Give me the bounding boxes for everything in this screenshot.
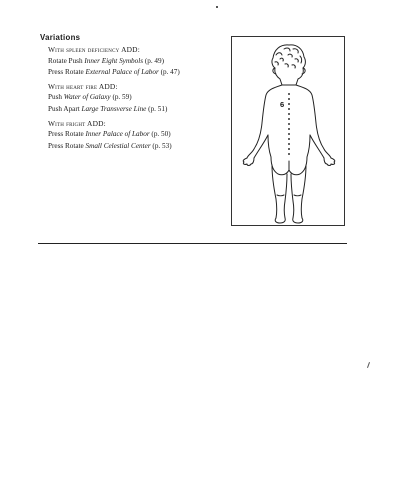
variation-group-heart-fire xyxy=(40,81,230,115)
hand-right xyxy=(324,158,335,166)
technique-item: Rotate Push Inner Eight Symbols (p. 49) xyxy=(48,56,165,65)
torso-left xyxy=(247,85,285,158)
hand-left xyxy=(243,158,254,166)
point-marker-label: 6 xyxy=(280,100,285,109)
hair-curls xyxy=(275,48,302,68)
back-left xyxy=(268,135,289,175)
torso-right xyxy=(296,85,331,158)
leg-right-inner xyxy=(291,174,294,218)
knee-crease-right xyxy=(294,195,301,196)
child-back-drawing xyxy=(232,37,346,227)
foot-right xyxy=(293,218,303,223)
technique-item: Press Rotate Inner Palace of Labor (p. 50) xyxy=(48,130,171,139)
leg-left-inner xyxy=(284,174,287,218)
variation-group-fright xyxy=(40,118,230,152)
technique-item: Push Water of Galaxy (p. 59) xyxy=(48,93,132,102)
technique-item: Press Rotate Small Celestial Center (p. 53) xyxy=(48,141,172,150)
foot-left xyxy=(275,218,285,223)
print-speck xyxy=(216,6,218,8)
group-title: With spleen deficiency ADD: xyxy=(48,45,140,55)
arm-inner-left xyxy=(254,135,268,158)
technique-item: Press Rotate External Palace of Labor (p. 47) xyxy=(48,67,180,76)
back-right xyxy=(289,135,310,175)
section-divider xyxy=(38,243,347,244)
technique-item: Push Apart Large Transverse Line (p. 51) xyxy=(48,104,168,113)
group-title: With fright ADD: xyxy=(48,119,106,129)
variations-section xyxy=(40,32,230,155)
variation-group-spleen xyxy=(40,44,230,78)
print-speck xyxy=(367,362,370,368)
head-outline xyxy=(272,45,305,85)
knee-crease-left xyxy=(277,195,284,196)
arm-inner-right xyxy=(310,135,324,158)
child-back-illustration xyxy=(231,36,345,226)
variations-heading: Variations xyxy=(40,33,81,42)
group-title: With heart fire ADD: xyxy=(48,82,118,92)
